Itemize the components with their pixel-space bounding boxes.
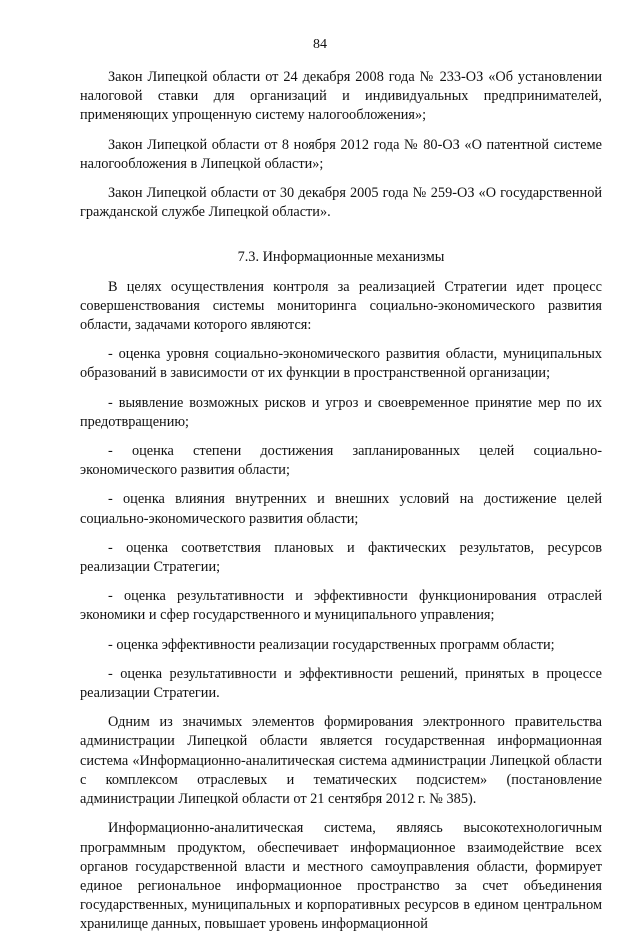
law-reference-80-oz: Закон Липецкой области от 8 ноября 2012 года № 80-ОЗ «О патентной системе налогообложения в Липецкой области»; (80, 136, 602, 172)
document-body (80, 68, 602, 945)
task-item: - оценка результативности и эффективности функционирования отраслей экономики и сфер государственного и муниципального управления; (80, 588, 602, 624)
page-number: 84 (313, 37, 327, 52)
task-item: - оценка эффективности реализации государственных программ области; (108, 636, 555, 653)
task-item: - оценка уровня социально-экономического развития области, муниципальных образований в зависимости от их функции в пространственной организации; (80, 346, 602, 382)
task-item: - оценка степени достижения запланированных целей социально-экономического развития области; (80, 443, 602, 479)
task-item: - оценка влияния внутренних и внешних условий на достижение целей социально-экономического развития области; (80, 491, 602, 527)
egov-paragraph: Одним из значимых элементов формирования электронного правительства администрации Липецкой области является государственная информационная система «Информационно-аналитическая система администрации Липецкой области с комплексом отраслевых и тематических подсистем» (постановление администрации Липецкой области от 21 сентября 2012 г. № 385). (80, 714, 602, 808)
task-item: - выявление возможных рисков и угроз и своевременное принятие мер по их предотвращению; (80, 394, 602, 430)
law-reference-259-oz: Закон Липецкой области от 30 декабря 2005 года № 259-ОЗ «О государственной гражданской службе Липецкой области». (80, 185, 602, 221)
task-item: - оценка результативности и эффективности решений, принятых в процессе реализации Стратегии. (80, 665, 602, 702)
law-reference-233-oz: Закон Липецкой области от 24 декабря 2008 года № 233-ОЗ «Об установлении налоговой ставки для организаций и индивидуальных предпринимателей, применяющих упрощенную систему налогообложения»; (80, 69, 602, 124)
ias-paragraph: Информационно-аналитическая система, являясь высокотехнологичным программным продуктом, обеспечивает информационное взаимодействие всех органов государственной власти и местного самоуправления области, формирует единое региональное информационное пространство за счет объединения государственных, муниципальных и корпоративных ресурсов в едином центральном хранилище данных, повышает уровень информационной (80, 820, 602, 933)
task-item: - оценка соответствия плановых и фактических результатов, ресурсов реализации Стратегии; (80, 539, 602, 576)
section-heading: 7.3. Информационные механизмы (237, 249, 445, 266)
section-intro: В целях осуществления контроля за реализацией Стратегии идет процесс совершенствования системы мониторинга социально-экономического развития области, задачами которого являются: (80, 278, 602, 334)
